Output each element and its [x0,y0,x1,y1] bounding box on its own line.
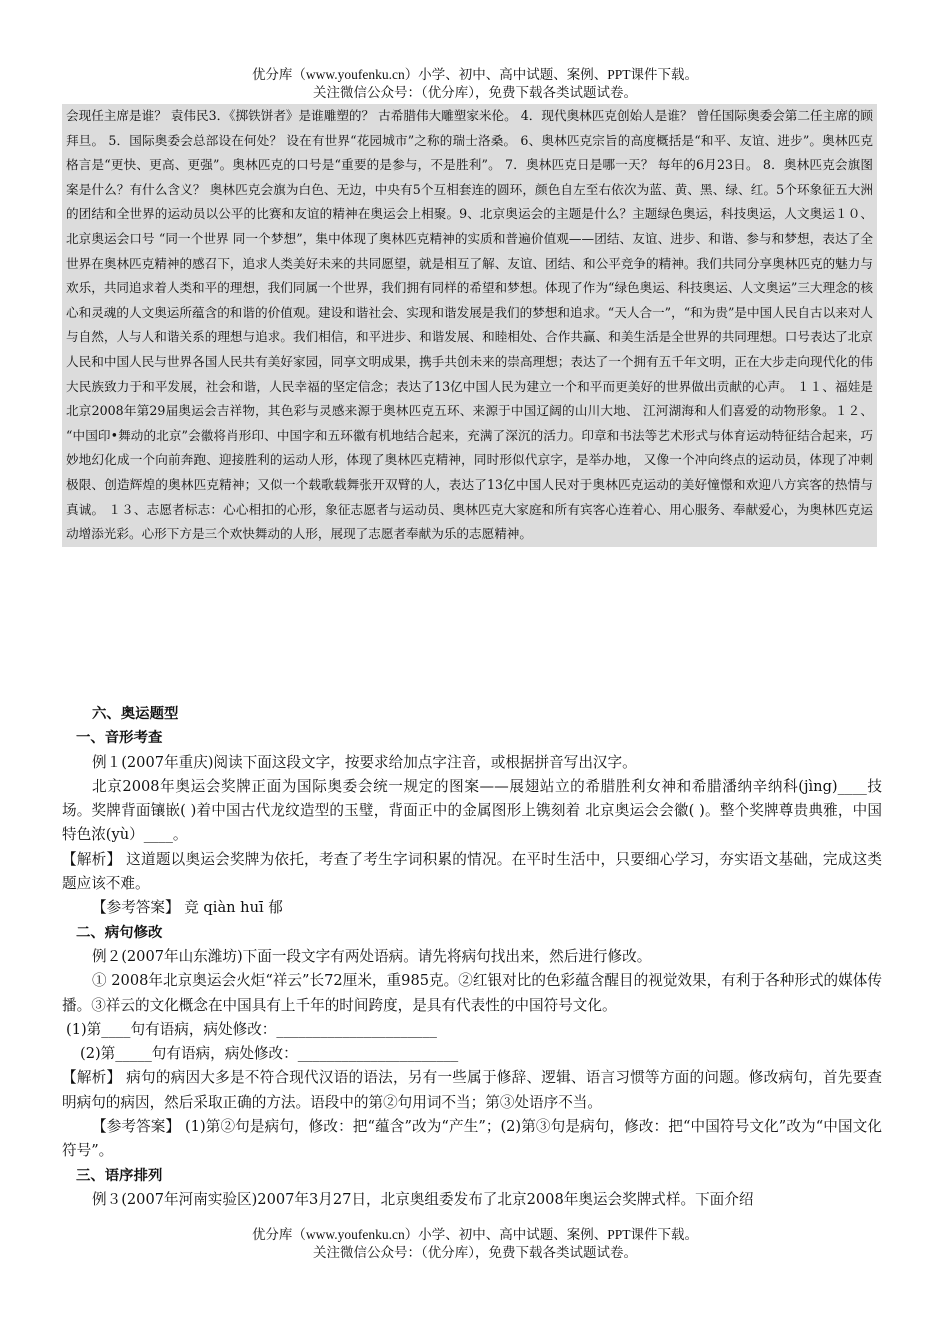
main-content [62,702,882,1212]
heading-sentence-correction: 二、病句修改 [76,924,163,941]
example-3-prompt: 例３(2007年河南实验区)2007年3月27日，北京奥组委发布了北京2008年奥运会奖牌式样。下面介绍 [92,1190,754,1208]
example-1-prompt: 例１(2007年重庆)阅读下面这段文字，按要求给加点字注音，或根据拼音写出汉字。 [92,753,637,771]
example-2-question-2: (2)第_____句有语病，病处修改：______________________ [80,1045,459,1063]
footer-line-2: 关注微信公众号：（优分库），免费下载各类试题试卷。 [313,1245,637,1260]
page-footer [0,1226,950,1262]
example-1-answer: 【参考答案】 竞 qiàn huī 郁 [92,899,283,917]
example-2-answer: 【参考答案】 (1)第②句是病句，修改：把“蕴含”改为“产生”；(2)第③句是病句，修改：把“中国符号文化”改为“中国文化符号”。 [62,1118,882,1160]
example-1-analysis: 【解析】 这道题以奥运会奖牌为依托，考查了考生字词积累的情况。在平时生活中，只要细心学习，夯实语文基础，完成这类题应该不难。 [62,850,882,893]
highlighted-passage: 会现任主席是谁？ 袁伟民3．《掷铁饼者》是谁雕塑的？ 古希腊伟大雕塑家米伦。 4．现代奥林匹克创始人是谁？ 曾任国际奥委会第二任主席的顾拜旦。 5．国际奥委会总部设在何处？ 设在有世界“花园城市”之称的瑞士洛桑。 6、奥林匹克宗旨的高度概括是“和平、友谊、进步”。奥林匹克格言是“更快、更高、更强”。奥林匹克的口号是“重要的是参与，不是胜利”。 7．奥林匹克日是哪一天？ 每年的6月23日。 8．奥林匹克会旗图案是什么？有什么含义？ 奥林匹克会旗为白色、无边，中央有5个互相套连的圆环，颜色自左至右依次为蓝、黄、黑、绿、红。5个环象征五大洲的团结和全世界的运动员以公平的比赛和友谊的精神在奥运会上相聚。9、北京奥运会的主题是什么？主题绿色奥运，科技奥运，人文奥运１０、北京奥运会口号 “同一个世界 同一个梦想”，集中体现了奥林匹克精神的实质和普遍价值观——团结、友谊、进步、和谐、参与和梦想，表达了全世界在奥林匹克精神的感召下，追求人类美好未来的共同愿望，就是相互了解、友谊、团结、和公平竞争的精神。我们共同分享奥林匹克的魅力与欢乐，共同追求着人类和平的理想，我们同属一个世界，我们拥有同样的希望和梦想。体现了作为“绿色奥运、科技奥运、人文奥运”三大理念的核心和灵魂的人文奥运所蕴含的和谐的价值观。建设和谐社会、实现和谐发展是我们的梦想和追求。“天人合一”，“和为贵”是中国人民自古以来对人与自然，人与人和谐关系的理想与追求。我们相信，和平进步、和谐发展、和睦相处、合作共赢、和美生活是全世界的共同理想。口号表达了北京人民和中国人民与世界各国人民共有美好家园，同享文明成果，携手共创未来的崇高理想；表达了一个拥有五千年文明，正在大步走向现代化的伟大民族致力于和平发展，社会和谐，人民幸福的坚定信念；表达了13亿中国人民为建立一个和平而更美好的世界做出贡献的心声。 １１、福娃是北京2008年第29届奥运会吉祥物，其色彩与灵感来源于奥林匹克五环、来源于中国辽阔的山川大地、 江河湖海和人们喜爱的动物形象。１２、 “中国印•舞动的北京”会徽将肖形印、中国字和五环徽有机地结合起来，充满了深沉的活力。印章和书法等艺术形式与体育运动特征结合起来，巧妙地幻化成一个向前奔跑、迎接胜利的运动人形，体现了奥林匹克精神，同时形似代京字，是举办地， 又像一个冲向终点的运动员，体现了冲刺极限、创造辉煌的奥林匹克精神；又似一个载歌载舞张开双臂的人，表达了13亿中国人民对于奥林匹克运动的美好憧憬和欢迎八方宾客的热情与真诚。 １３、志愿者标志：心心相扣的心形，象征志愿者与运动员、奥林匹克大家庭和所有宾客心连着心、用心服务、奉献爱心，为奥林匹克运动增添光彩。心形下方是三个欢快舞动的人形，展现了志愿者奉献为乐的志愿精神。 [62,104,877,547]
example-2-prompt: 例２(2007年山东潍坊)下面一段文字有两处语病。请先将病句找出来，然后进行修改。 [92,947,652,965]
header-line-1: 优分库（www.youfenku.cn）小学、初中、高中试题、案例、PPT课件下载。 [251,67,699,82]
heading-pronunciation: 一、音形考查 [76,730,163,747]
example-2-question-1: (1)第____句有语病，病处修改：______________________ [66,1020,437,1038]
footer-line-1: 优分库（www.youfenku.cn）小学、初中、高中试题、案例、PPT课件下载。 [251,1227,699,1242]
example-2-passage: ① 2008年北京奥运会火炬“祥云”长72厘米，重985克。②红银对比的色彩蕴含醒目的视觉效果，有利于各种形式的媒体传播。③祥云的文化概念在中国具有上千年的时间跨度，是具有代表性的中国符号文化。 [62,972,882,1014]
example-2-analysis: 【解析】 病句的病因大多是不符合现代汉语的语法，另有一些属于修辞、逻辑、语言习惯等方面的问题。修改病句，首先要查明病句的病因，然后采取正确的方法。语段中的第②句用词不当；第③处语序不当。 [62,1069,882,1111]
header-line-2: 关注微信公众号：（优分库），免费下载各类试题试卷。 [313,85,637,100]
example-1-passage: 北京2008年奥运会奖牌正面为国际奥委会统一规定的图案——展翅站立的希腊胜利女神和希腊潘纳辛纳科(jìng)____技场。奖牌背面镶嵌( )着中国古代龙纹造型的玉璧，背面正中的金属图形上镌刻着 北京奥运会会徽( )。整个奖牌尊贵典雅，中国特色浓(yù）____。 [62,777,882,844]
section-title: 六、奥运题型 [92,706,179,722]
heading-sentence-order: 三、语序排列 [76,1167,163,1184]
page-header [0,66,950,102]
